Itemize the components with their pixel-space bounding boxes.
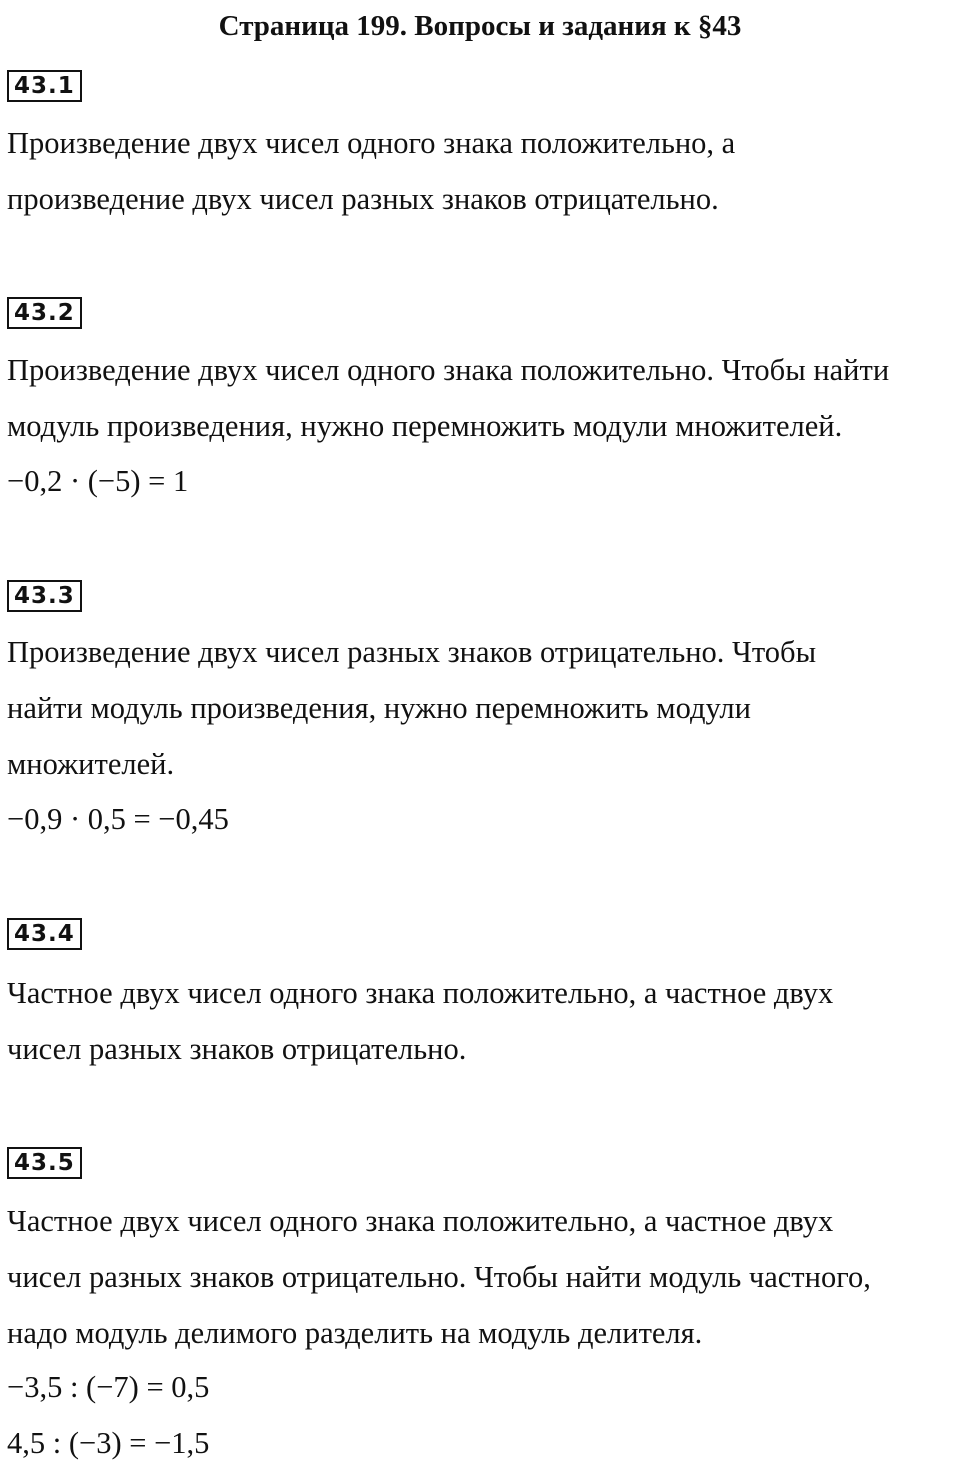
- task-number-43-2: 43.2: [7, 297, 82, 329]
- task-number-43-1: 43.1: [7, 70, 82, 102]
- task-text-line: множителей.: [7, 747, 175, 781]
- math-expression: 4,5 : (−3) = −1,5: [7, 1426, 210, 1460]
- task-text-line: модуль произведения, нужно перемножить модули множителей.: [7, 409, 843, 443]
- math-expression: −0,2 · (−5) = 1: [7, 464, 189, 498]
- task-text-line: произведение двух чисел разных знаков отрицательно.: [7, 182, 719, 216]
- task-text-line: чисел разных знаков отрицательно.: [7, 1032, 467, 1066]
- task-number-43-3: 43.3: [7, 580, 82, 612]
- task-text-line: Частное двух чисел одного знака положительно, а частное двух: [7, 1204, 834, 1238]
- task-text-line: Произведение двух чисел разных знаков отрицательно. Чтобы: [7, 635, 817, 669]
- task-text-line: чисел разных знаков отрицательно. Чтобы найти модуль частного,: [7, 1260, 871, 1294]
- math-expression: −3,5 : (−7) = 0,5: [7, 1370, 210, 1404]
- task-text-line: надо модуль делимого разделить на модуль делителя.: [7, 1316, 703, 1350]
- task-text-line: Произведение двух чисел одного знака положительно. Чтобы найти: [7, 353, 890, 387]
- task-text-line: Произведение двух чисел одного знака положительно, а: [7, 126, 736, 160]
- task-number-43-4: 43.4: [7, 918, 82, 950]
- page-title: Страница 199. Вопросы и задания к §43: [218, 10, 742, 42]
- task-number-43-5: 43.5: [7, 1147, 82, 1179]
- task-text-line: Частное двух чисел одного знака положительно, а частное двух: [7, 976, 834, 1010]
- math-expression: −0,9 · 0,5 = −0,45: [7, 802, 229, 836]
- task-text-line: найти модуль произведения, нужно перемножить модули: [7, 691, 751, 725]
